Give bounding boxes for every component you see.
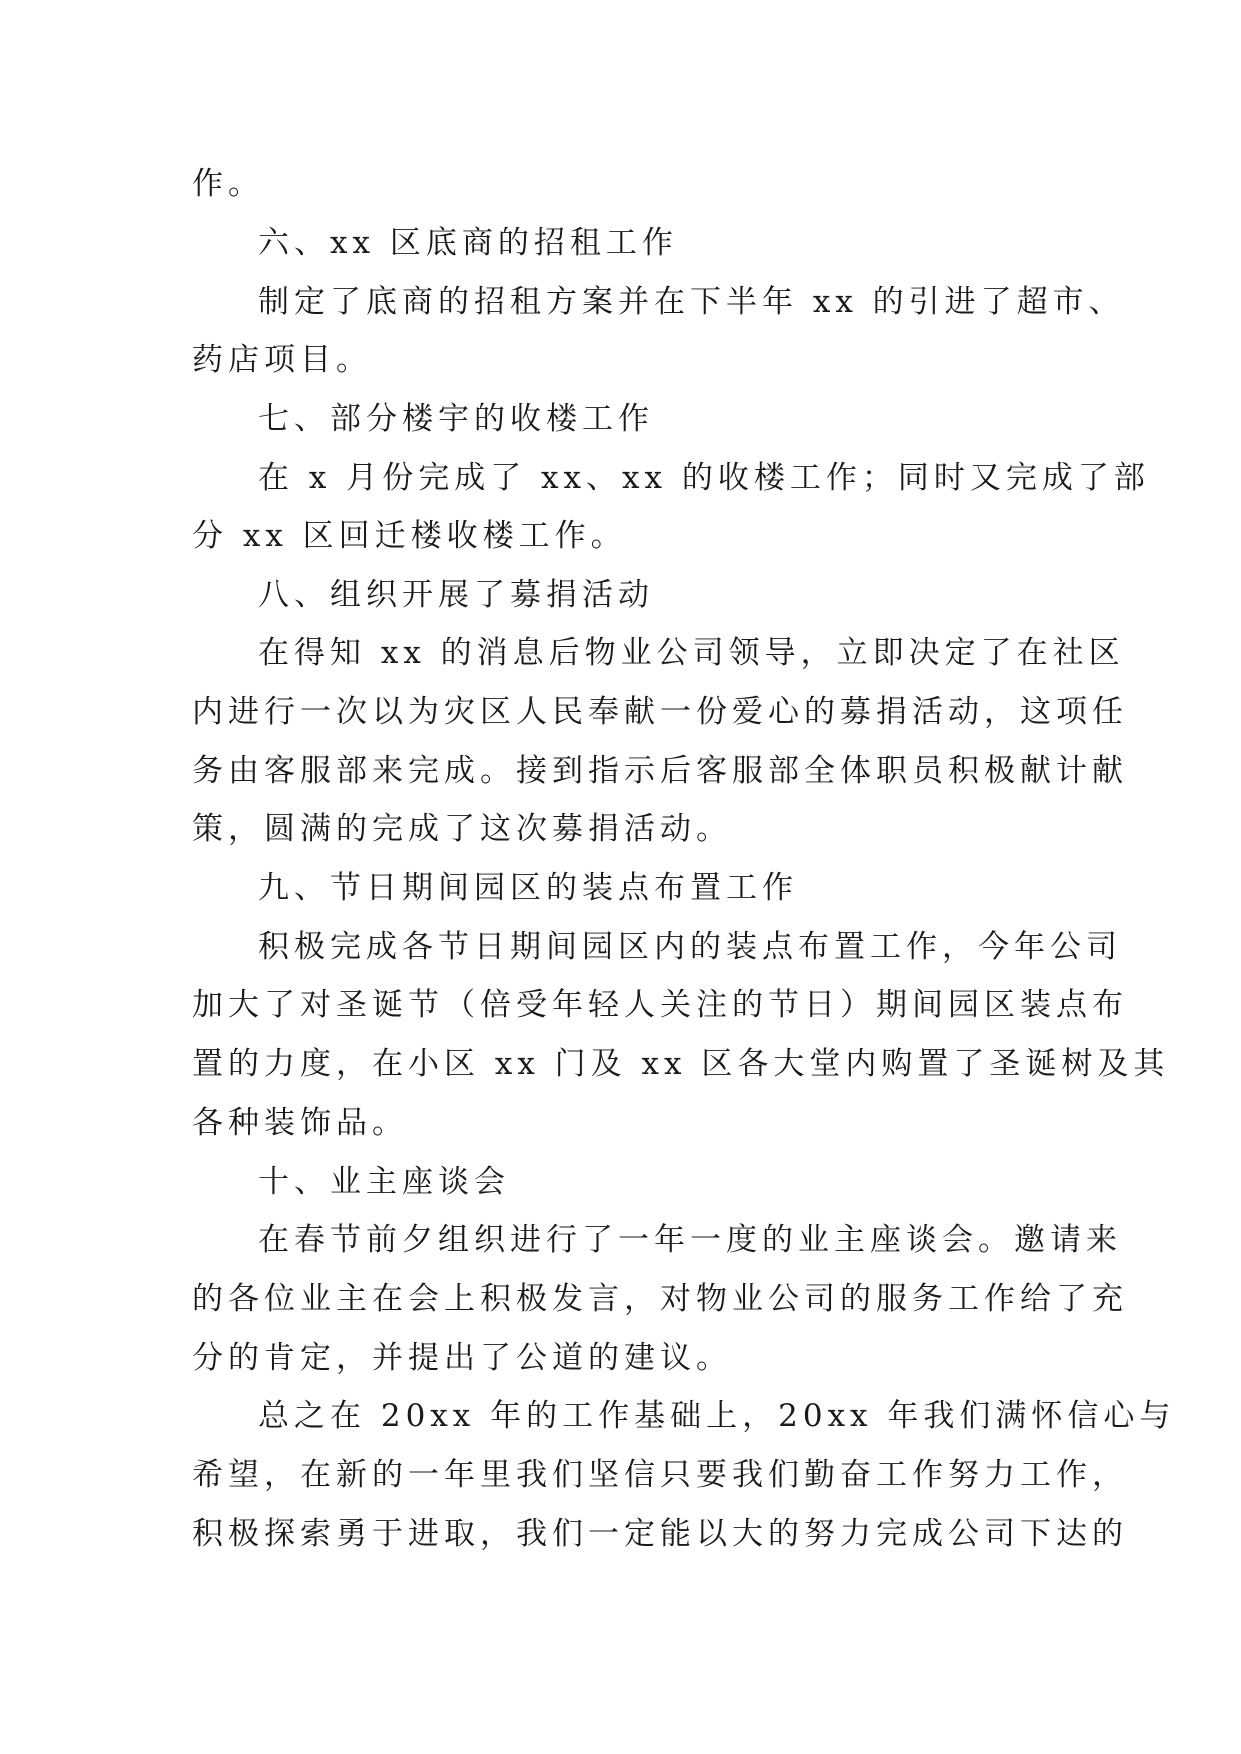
section-heading: [0, 858, 1241, 918]
paragraph-line: [0, 154, 1241, 214]
line-text: 在春节前夕组织进行了一年一度的业主座谈会。邀请来: [258, 1222, 1122, 1258]
line-text: 分 xx 区回迁楼收楼工作。: [192, 518, 627, 554]
line-text: 制定了底商的招租方案并在下半年 xx 的引进了超市、: [258, 284, 1125, 320]
paragraph-line: [0, 1093, 1241, 1153]
paragraph-line: [0, 1386, 1241, 1446]
line-text: 希望，在新的一年里我们坚信只要我们勤奋工作努力工作，: [192, 1457, 1128, 1493]
paragraph-line: [0, 741, 1241, 801]
line-text: 药店项目。: [192, 342, 372, 378]
paragraph-line: [0, 1328, 1241, 1388]
heading-text: 九、节日期间园区的装点布置工作: [258, 870, 798, 906]
paragraph-line: [0, 975, 1241, 1035]
paragraph-line: [0, 448, 1241, 508]
line-text: 加大了对圣诞节（倍受年轻人关注的节日）期间园区装点布: [192, 987, 1128, 1023]
line-text: 各种装饰品。: [192, 1105, 408, 1141]
paragraph-line: [0, 917, 1241, 977]
line-text: 分的肯定，并提出了公道的建议。: [192, 1340, 732, 1376]
paragraph-line: [0, 1034, 1241, 1094]
paragraph-line: [0, 330, 1241, 390]
paragraph-line: [0, 682, 1241, 742]
heading-text: 六、xx 区底商的招租工作: [258, 225, 678, 261]
line-text: 置的力度，在小区 xx 门及 xx 区各大堂内购置了圣诞树及其: [192, 1046, 1170, 1082]
heading-text: 十、业主座谈会: [258, 1164, 510, 1200]
paragraph-line: [0, 272, 1241, 332]
line-text: 策，圆满的完成了这次募捐活动。: [192, 811, 732, 847]
line-text: 的各位业主在会上积极发言，对物业公司的服务工作给了充: [192, 1281, 1128, 1317]
paragraph-line: [0, 799, 1241, 859]
paragraph-line: [0, 1504, 1241, 1564]
paragraph-line: [0, 1445, 1241, 1505]
line-text: 总之在 20xx 年的工作基础上，20xx 年我们满怀信心与: [258, 1398, 1176, 1434]
section-heading: [0, 389, 1241, 449]
line-text: 积极完成各节日期间园区内的装点布置工作，今年公司: [258, 929, 1122, 965]
heading-text: 八、组织开展了募捐活动: [258, 577, 654, 613]
line-text: 务由客服部来完成。接到指示后客服部全体职员积极献计献: [192, 753, 1128, 789]
paragraph-line: [0, 623, 1241, 683]
heading-text: 七、部分楼宇的收楼工作: [258, 401, 654, 437]
line-text: 在得知 xx 的消息后物业公司领导，立即决定了在社区: [258, 635, 1125, 671]
line-text: 内进行一次以为灾区人民奉献一份爱心的募捐活动，这项任: [192, 694, 1128, 730]
line-text: 积极探索勇于进取，我们一定能以大的努力完成公司下达的: [192, 1516, 1128, 1552]
paragraph-line: [0, 1210, 1241, 1270]
section-heading: [0, 565, 1241, 625]
line-text: 作。: [192, 166, 264, 202]
line-text: 在 x 月份完成了 xx、xx 的收楼工作；同时又完成了部: [258, 460, 1150, 496]
paragraph-line: [0, 1269, 1241, 1329]
section-heading: [0, 1152, 1241, 1212]
section-heading: [0, 213, 1241, 273]
paragraph-line: [0, 506, 1241, 566]
